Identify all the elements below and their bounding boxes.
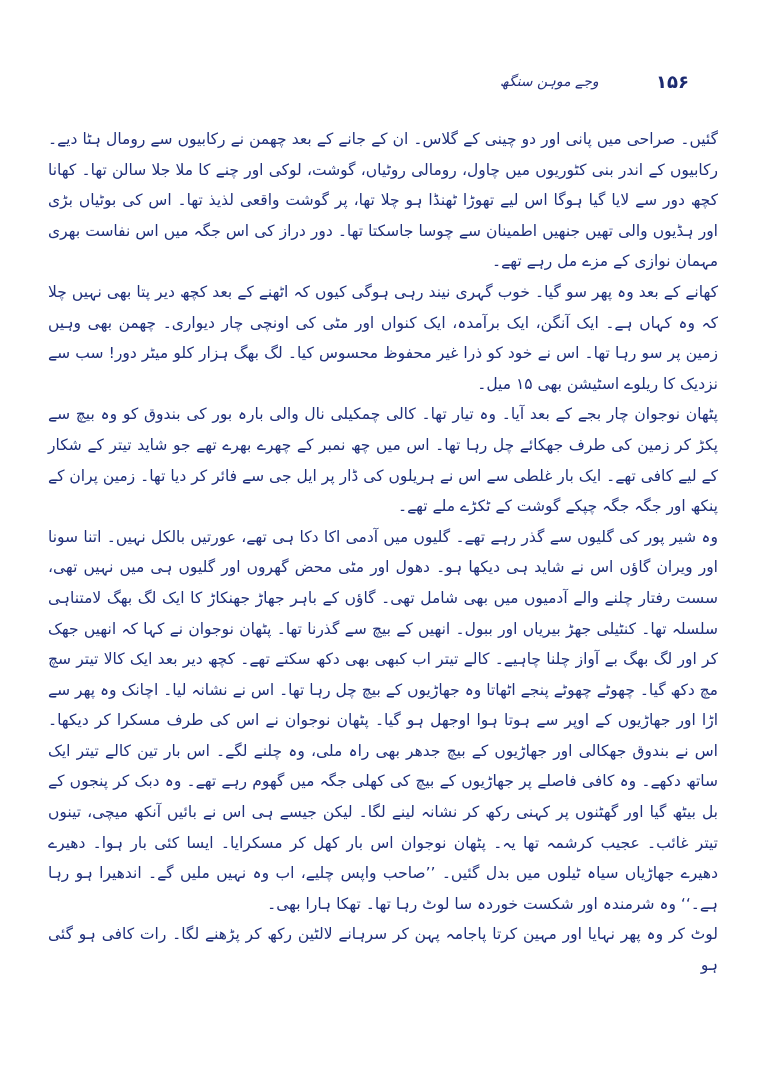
page-number: ۱۵۶ — [656, 72, 689, 93]
paragraph: گئیں۔ صراحی میں پانی اور دو چینی کے گلاس۔ ان کے جانے کے بعد چھمن نے رکابیوں سے رومال ہٹا دیے۔ رکابیوں کے اندر بنی کٹوریوں میں چاول، رومالی روٹیاں، گوشت، لوکی اور چنے کا ملا جلا سالن تھا۔ کھانا کچھ دور سے لایا گیا ہوگا اس لیے تھوڑا ٹھنڈا ہو چلا تھا، پر گوشت واقعی لذیذ تھا۔ اس کی بوٹیاں بڑی اور ہڈیوں والی تھیں جنھیں اطمینان سے چوسا جاسکتا تھا۔ دور دراز کی اس جگہ میں اس نفاست بھری مہمان نوازی کے مزے مل رہے تھے۔ — [48, 130, 719, 271]
paragraph: پٹھان نوجوان چار بجے کے بعد آیا۔ وہ تیار تھا۔ کالی چمکیلی نال والی بارہ بور کی بندوق کو وہ بیچ سے پکڑ کر زمین کی طرف جھکائے چل رہا تھا۔ اس میں چھ نمبر کے چھرے بھرے تھے جو شاید تیتر کے شکار کے لیے کافی تھے۔ ایک بار غلطی سے اس نے ہریلوں کی ڈار پر ایل جی سے فائر کر دیا تھا۔ زمین پران کے پنکھ اور جگہ جگہ چپکے گوشت کے ٹکڑے ملے تھے۔ — [48, 405, 718, 516]
running-title: وجے موہن سنگھ — [500, 74, 599, 90]
page-header — [40, 68, 721, 100]
page-body — [48, 124, 718, 981]
paragraph: لوٹ کر وہ پھر نہایا اور مہین کرتا پاجامہ پہن کر سرہانے لالٹین رکھ کر پڑھنے لگا۔ رات کافی ہو گئی ہو — [48, 925, 718, 975]
paragraph: وہ شیر پور کی گلیوں سے گذر رہے تھے۔ گلیوں میں آدمی اکا دکا ہی تھے، عورتیں بالکل نہیں۔ اتنا سونا اور ویران گاؤں اس نے شاید ہی دیکھا ہو۔ دھول اور مٹی محض گھروں اور گلیوں ہی میں نہیں تھی، سست رفتار چلنے والے آدمیوں میں بھی شامل تھی۔ گاؤں کے باہر جھاڑ جھنکاڑ کا ایک لگ بھگ لامتناہی سلسلہ تھا۔ کنٹیلی جھڑ بیریاں اور ببول۔ انھیں کے بیچ سے گذرنا تھا۔ پٹھان نوجوان نے کہا کہ انھیں جھک کر اور لگ بھگ بے آواز چلنا چاہیے۔ کالے تیتر اب کبھی بھی دکھ سکتے تھے۔ کچھ دیر بعد ایک کالا تیتر سچ مچ دکھ گیا۔ چھوٹے چھوٹے پنجے اٹھاتا وہ جھاڑیوں کے بیچ چل رہا تھا۔ اس نے نشانہ لیا۔ اچانک وہ پھر سے اڑا اور جھاڑیوں کے اوپر سے ہوتا ہوا اوجھل ہو گیا۔ پٹھان نوجوان نے اس کی طرف مسکرا کر دیکھا۔ اس نے بندوق جھکالی اور جھاڑیوں کے بیچ جدھر بھی راہ ملی، وہ چلنے لگے۔ اس بار تین کالے تیتر ایک ساتھ دکھے۔ وہ کافی فاصلے پر جھاڑیوں کے بیچ کی کھلی جگہ میں گھوم رہے تھے۔ وہ دبک کر پنجوں کے بل بیٹھ گیا اور گھٹنوں پر کہنی رکھ کر نشانہ لینے لگا۔ لیکن جیسے ہی اس نے بائیں آنکھ میچی، تینوں تیتر غائب۔ عجیب کرشمہ تھا یہ۔ پٹھان نوجوان اس بار کھل کر مسکرایا۔ ایسا کئی بار ہوا۔ دھیرے دھیرے جھاڑیاں سیاہ ٹیلوں میں بدل گئیں۔ ’’صاحب واپس چلیے، اب وہ نہیں ملیں گے۔ اندھیرا ہو رہا ہے۔‘‘ وہ شرمندہ اور شکست خوردہ سا لوٹ رہا تھا۔ تھکا ہارا بھی۔ — [48, 527, 718, 913]
paragraph: کھانے کے بعد وہ پھر سو گیا۔ خوب گہری نیند رہی ہوگی کیوں کہ اٹھنے کے بعد کچھ دیر پتا بھی نہیں چلا کہ وہ کہاں ہے۔ ایک آنگن، ایک برآمدہ، ایک کنواں اور مٹی کی اونچی چار دیواری۔ چھمن بھی وہیں زمین پر سو رہا تھا۔ اس نے خود کو ذرا غیر محفوظ محسوس کیا۔ لگ بھگ ہزار کلو میٹر دور! سب سے نزدیک کا ریلوے اسٹیشن بھی ۱۵ میل۔ — [48, 282, 718, 393]
